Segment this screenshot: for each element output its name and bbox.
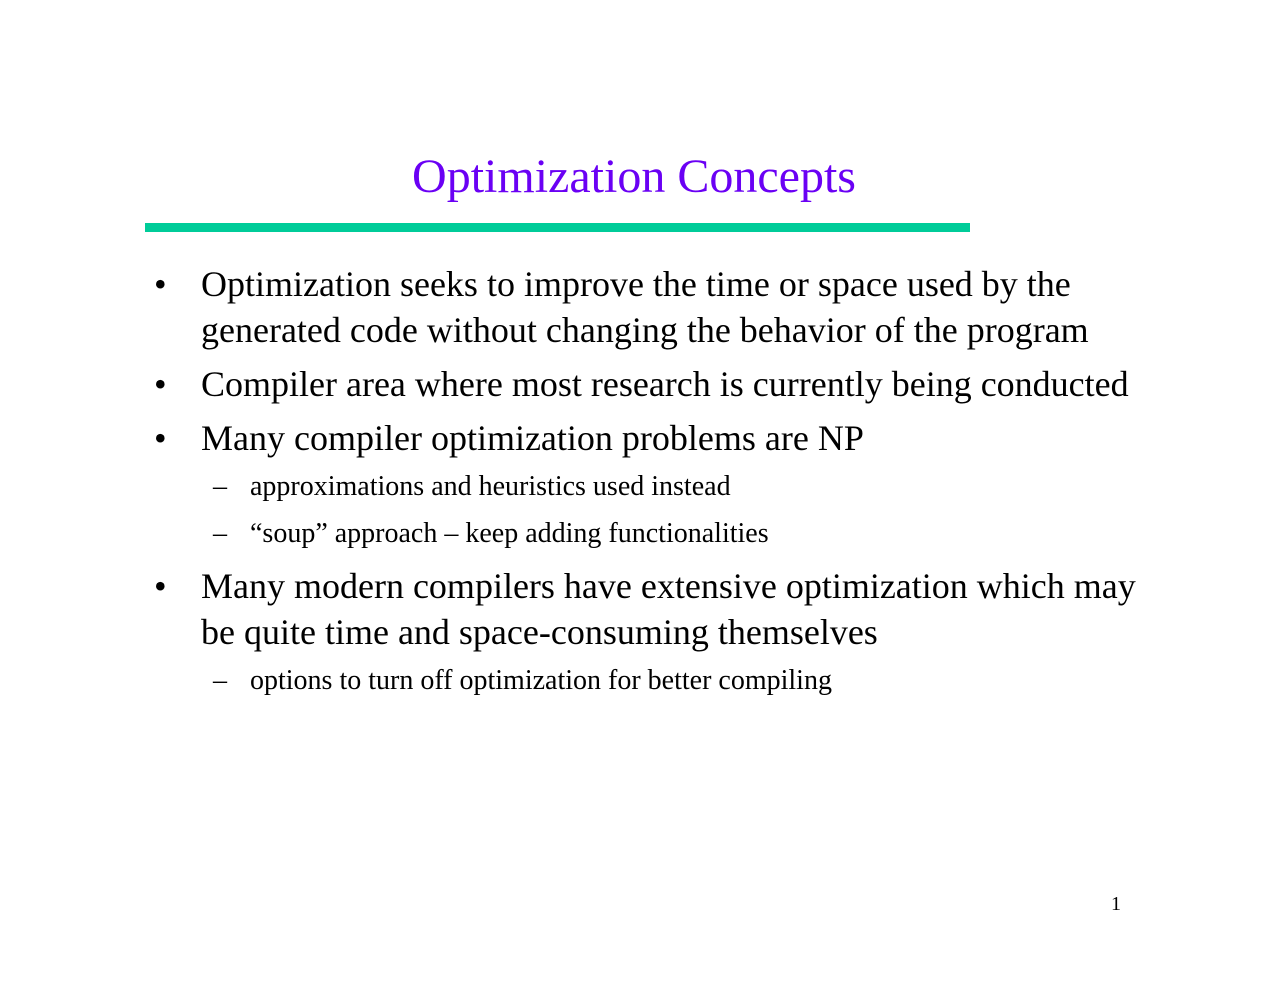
sub-bullet-text: “soup” approach – keep adding functionalities bbox=[250, 518, 769, 549]
bullet-marker: • bbox=[154, 418, 167, 458]
sub-bullet-list bbox=[150, 663, 1150, 699]
bullet-marker: • bbox=[154, 566, 167, 606]
sub-bullet-marker: – bbox=[213, 665, 227, 696]
bullet-item bbox=[150, 261, 1150, 353]
sub-bullet-item bbox=[150, 469, 1150, 505]
bullet-item bbox=[150, 415, 1150, 461]
sub-bullet-item bbox=[150, 663, 1150, 699]
bullet-marker: • bbox=[154, 364, 167, 404]
slide-title: Optimization Concepts bbox=[412, 150, 856, 203]
bullet-item bbox=[150, 563, 1150, 655]
sub-bullet-list bbox=[150, 469, 1150, 552]
sub-bullet-item bbox=[150, 516, 1150, 552]
sub-bullet-marker: – bbox=[213, 471, 227, 502]
sub-bullet-marker: – bbox=[213, 518, 227, 549]
bullet-text: Many modern compilers have extensive optimization which may be quite time and space-consuming themselves bbox=[201, 566, 1136, 652]
sub-bullet-text: options to turn off optimization for better compiling bbox=[250, 665, 832, 696]
title-underline bbox=[145, 223, 970, 232]
bullet-text: Compiler area where most research is currently being conducted bbox=[201, 364, 1129, 404]
page-number: 1 bbox=[1111, 893, 1121, 915]
bullet-item bbox=[150, 361, 1150, 407]
bullet-text: Many compiler optimization problems are NP bbox=[201, 418, 864, 458]
sub-bullet-text: approximations and heuristics used instead bbox=[250, 471, 731, 502]
bullet-marker: • bbox=[154, 264, 167, 304]
bullet-text: Optimization seeks to improve the time or space used by the generated code without changing the behavior of the program bbox=[201, 264, 1089, 350]
bullet-list bbox=[150, 261, 1150, 710]
